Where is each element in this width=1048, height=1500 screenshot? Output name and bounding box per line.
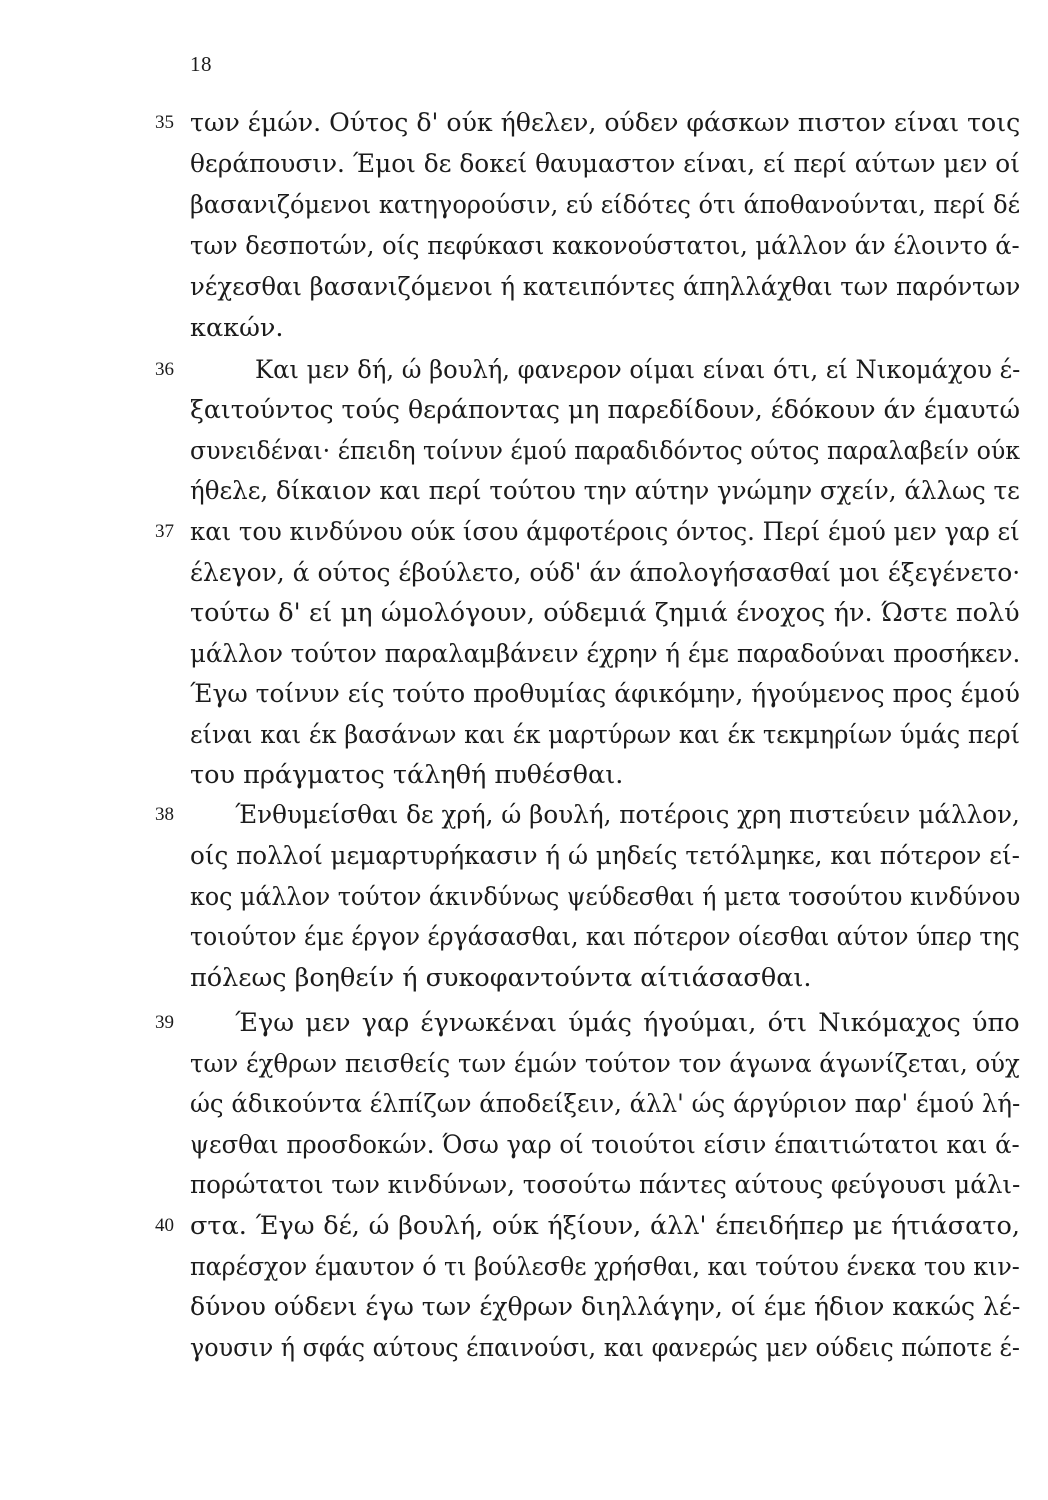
- text-line-content: κος μάλλον τούτον άκινδύνως ψεύδεσθαι ή μετα τοσούτου κινδύνου: [190, 882, 1020, 912]
- text-line-content: των έμών. Ούτος δ' ούκ ήθελεν, ούδεν φάσκων πιστον είναι τοις: [190, 108, 1020, 138]
- text-line-content: και του κινδύνου ούκ ίσου άμφοτέροις όντος. Περί έμού μεν γαρ εί: [190, 517, 1020, 547]
- text-line: [190, 1125, 1020, 1165]
- text-line-content: πόλεως βοηθείν ή συκοφαντούντα αίτιάσασθαι.: [190, 963, 812, 993]
- text-line-content: Και μεν δή, ώ βουλή, φανερον οίμαι είναι ότι, εί Νικομάχου έ-: [255, 355, 1020, 385]
- text-line-content: ξαιτούντος τούς θεράποντας μη παρεδίδουν, έδόκουν άν έμαυτώ: [190, 395, 1020, 425]
- text-line: [190, 1044, 1020, 1084]
- text-line: [190, 185, 1020, 225]
- text-line: [190, 674, 1020, 714]
- text-line: [190, 755, 1020, 795]
- text-line: [190, 917, 1020, 957]
- text-line: [190, 512, 1020, 552]
- text-line: [190, 715, 1020, 755]
- text-line-content: είναι και έκ βασάνων και έκ μαρτύρων και έκ τεκμηρίων ύμάς περί: [190, 720, 1020, 750]
- section-number-37: 37: [155, 521, 174, 542]
- text-line-content: Έγω τοίνυν είς τούτο προθυμίας άφικόμην, ήγούμενος προς έμού: [190, 679, 1020, 709]
- text-line: [190, 1247, 1020, 1287]
- text-line-content: ψεσθαι προσδοκών. Όσω γαρ οί τοιούτοι είσιν έπαιτιώτατοι και ά-: [190, 1130, 1020, 1160]
- text-line: [190, 593, 1020, 633]
- section-number-38: 38: [155, 804, 174, 825]
- text-line: [190, 390, 1020, 430]
- text-line-content: ώς άδικούντα έλπίζων άποδείξειν, άλλ' ώς άργύριον παρ' έμού λή-: [190, 1089, 1020, 1119]
- text-line: [190, 1206, 1020, 1246]
- section-number-36: 36: [155, 359, 174, 380]
- page-number: 18: [190, 52, 212, 76]
- text-line: [190, 103, 1020, 143]
- text-line-content: παρέσχον έμαυτον ό τι βούλεσθε χρήσθαι, και τούτου ένεκα του κιν-: [190, 1252, 1020, 1282]
- text-line: [255, 350, 1020, 390]
- text-line-content: οίς πολλοί μεμαρτυρήκασιν ή ώ μηδείς τετόλμηκε, και πότερον εί-: [190, 841, 1020, 871]
- text-line: [190, 471, 1020, 511]
- text-line-content: του πράγματος τάληθή πυθέσθαι.: [190, 760, 624, 790]
- text-line-content: τούτω δ' εί μη ώμολόγουν, ούδεμιά ζημιά ένοχος ήν. Ώστε πολύ: [190, 598, 1020, 628]
- text-line: [190, 1084, 1020, 1124]
- text-line-content: γουσιν ή σφάς αύτους έπαινούσι, και φανερώς μεν ούδεις πώποτε έ-: [190, 1333, 1020, 1363]
- text-line: [190, 1328, 1020, 1368]
- text-line: [190, 431, 1020, 471]
- text-line: [235, 1003, 1020, 1043]
- text-line: [190, 634, 1020, 674]
- section-number-40: 40: [155, 1215, 174, 1236]
- text-line: [190, 308, 1020, 348]
- text-line-content: των δεσποτών, οίς πεφύκασι κακονούστατοι, μάλλον άν έλοιντο ά-: [190, 231, 1020, 261]
- text-line-content: θεράπουσιν. Έμοι δε δοκεί θαυμαστον είναι, εί περί αύτων μεν οί: [190, 149, 1020, 179]
- text-line-content: στα. Έγω δέ, ώ βουλή, ούκ ήξίουν, άλλ' έπειδήπερ με ήτιάσατο,: [190, 1211, 1020, 1241]
- text-line: [190, 553, 1020, 593]
- text-line-content: ήθελε, δίκαιον και περί τούτου την αύτην γνώμην σχείν, άλλως τε: [190, 476, 1020, 506]
- text-line-content: βασανιζόμενοι κατηγορούσιν, εύ είδότες ότι άποθανούνται, περί δέ: [190, 190, 1020, 220]
- text-line: [190, 1165, 1020, 1205]
- text-line-content: έλεγον, ά ούτος έβούλετο, ούδ' άν άπολογήσασθαί μοι έξεγένετο·: [190, 558, 1020, 588]
- text-line-content: Έγω μεν γαρ έγνωκέναι ύμάς ήγούμαι, ότι Νικόμαχος ύπο: [235, 1008, 1020, 1038]
- text-line: [190, 144, 1020, 184]
- text-line-content: δύνου ούδενι έγω των έχθρων διηλλάγην, οί έμε ήδιον κακώς λέ-: [190, 1292, 1020, 1322]
- text-line: [190, 226, 1020, 266]
- text-line: [190, 877, 1020, 917]
- text-line-content: των έχθρων πεισθείς των έμών τούτον τον άγωνα άγωνίζεται, ούχ: [190, 1049, 1020, 1079]
- section-number-35: 35: [155, 112, 174, 133]
- text-line: [235, 795, 1020, 835]
- text-line-content: μάλλον τούτον παραλαμβάνειν έχρην ή έμε παραδούναι προσήκεν.: [190, 639, 1020, 669]
- text-line-content: τοιούτον έμε έργον έργάσασθαι, και πότερον οίεσθαι αύτον ύπερ της: [190, 922, 1020, 952]
- text-line-content: πορώτατοι των κινδύνων, τοσούτω πάντες αύτους φεύγουσι μάλι-: [190, 1170, 1020, 1200]
- text-line-content: νέχεσθαι βασανιζόμενοι ή κατειπόντες άπηλλάχθαι των παρόντων: [190, 272, 1020, 302]
- section-number-39: 39: [155, 1012, 174, 1033]
- text-line: [190, 836, 1020, 876]
- text-line-content: κακών.: [190, 313, 284, 343]
- text-line: [190, 958, 1020, 998]
- text-line: [190, 267, 1020, 307]
- text-line: [190, 1287, 1020, 1327]
- text-line-content: Ένθυμείσθαι δε χρή, ώ βουλή, ποτέροις χρη πιστεύειν μάλλον,: [235, 800, 1020, 830]
- text-line-content: συνειδέναι· έπειδη τοίνυν έμού παραδιδόντος ούτος παραλαβείν ούκ: [190, 436, 1020, 466]
